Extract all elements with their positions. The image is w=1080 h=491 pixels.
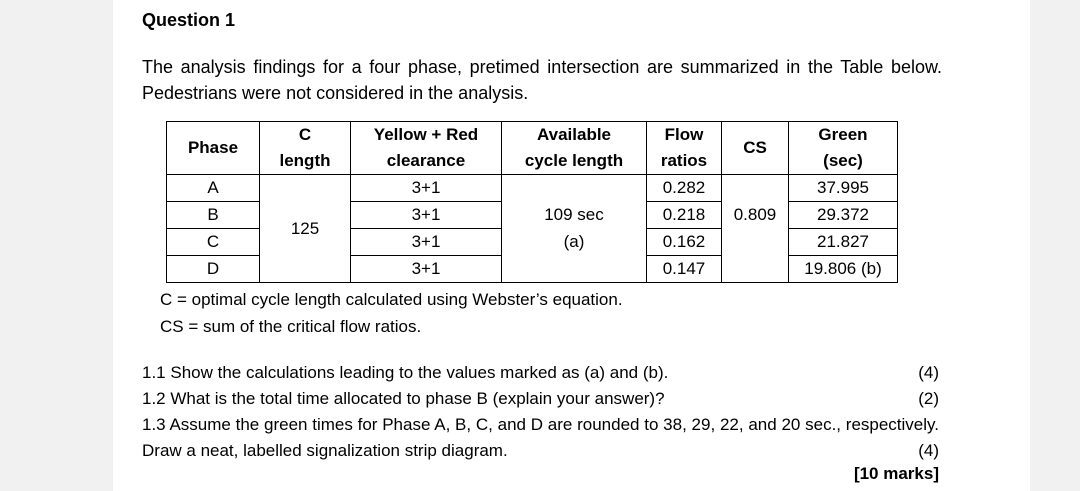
- cell-clearance: 3+1: [351, 229, 502, 256]
- cell-cs-empty: [722, 256, 789, 283]
- table-header-row: [167, 122, 898, 175]
- header-clearance: Yellow + Red clearance: [351, 122, 502, 175]
- cell-cs-empty: [722, 229, 789, 256]
- note-cycle-length: C = optimal cycle length calculated using Webster’s equation.: [160, 290, 623, 309]
- question-1-1: [142, 360, 939, 386]
- cell-flow: 0.218: [647, 202, 722, 229]
- table-row: [167, 256, 898, 283]
- cell-c-empty: [260, 175, 351, 202]
- intro-paragraph: The analysis findings for a four phase, pretimed intersection are summarized in the Table below. Pedestrians were not considered in the analysis.: [142, 57, 942, 103]
- cell-c-length-value: 125: [260, 202, 351, 256]
- question-marks: (2): [918, 389, 939, 408]
- cell-green: 37.995: [789, 175, 898, 202]
- cell-phase: D: [167, 256, 260, 283]
- cell-clearance: 3+1: [351, 256, 502, 283]
- note-critical-sum: CS = sum of the critical flow ratios.: [160, 317, 422, 336]
- question-text: 1.2 What is the total time allocated to phase B (explain your answer)?: [142, 389, 665, 408]
- header-c-length: C length: [260, 122, 351, 175]
- cell-green: 21.827: [789, 229, 898, 256]
- question-text: 1.3 Assume the green times for Phase A, B, C, and D are rounded to 38, 29, 22, and 20 sec., respectively. Draw a neat, labelled signalization strip diagram.: [142, 415, 939, 460]
- table-row: [167, 202, 898, 229]
- header-phase: Phase: [167, 122, 260, 175]
- header-green: Green (sec): [789, 122, 898, 175]
- cell-available-empty: [502, 256, 647, 283]
- question-1-2: [142, 386, 939, 412]
- cell-flow: 0.147: [647, 256, 722, 283]
- cell-available-note: (a): [502, 229, 647, 256]
- cell-clearance: 3+1: [351, 202, 502, 229]
- cell-c-empty: [260, 256, 351, 283]
- analysis-table: [166, 121, 898, 283]
- header-available-cycle: Available cycle length: [502, 122, 647, 175]
- cell-available-empty: [502, 175, 647, 202]
- question-1-3: [142, 412, 939, 464]
- cell-flow: 0.282: [647, 175, 722, 202]
- header-flow-ratios: Flow ratios: [647, 122, 722, 175]
- cell-phase: A: [167, 175, 260, 202]
- header-cs: CS: [722, 122, 789, 175]
- cell-flow: 0.162: [647, 229, 722, 256]
- cell-cs-empty: [722, 175, 789, 202]
- question-title: Question 1: [142, 10, 236, 30]
- cell-phase: C: [167, 229, 260, 256]
- total-marks: [10 marks]: [853, 464, 939, 483]
- question-text: 1.1 Show the calculations leading to the values marked as (a) and (b).: [142, 363, 669, 382]
- cell-clearance: 3+1: [351, 175, 502, 202]
- cell-phase: B: [167, 202, 260, 229]
- question-marks: (4): [918, 363, 939, 382]
- question-marks: (4): [918, 441, 939, 460]
- cell-available-value: 109 sec: [502, 202, 647, 229]
- table-row: [167, 175, 898, 202]
- cell-green: 19.806 (b): [789, 256, 898, 283]
- cell-green: 29.372: [789, 202, 898, 229]
- cell-cs-value: 0.809: [722, 202, 789, 229]
